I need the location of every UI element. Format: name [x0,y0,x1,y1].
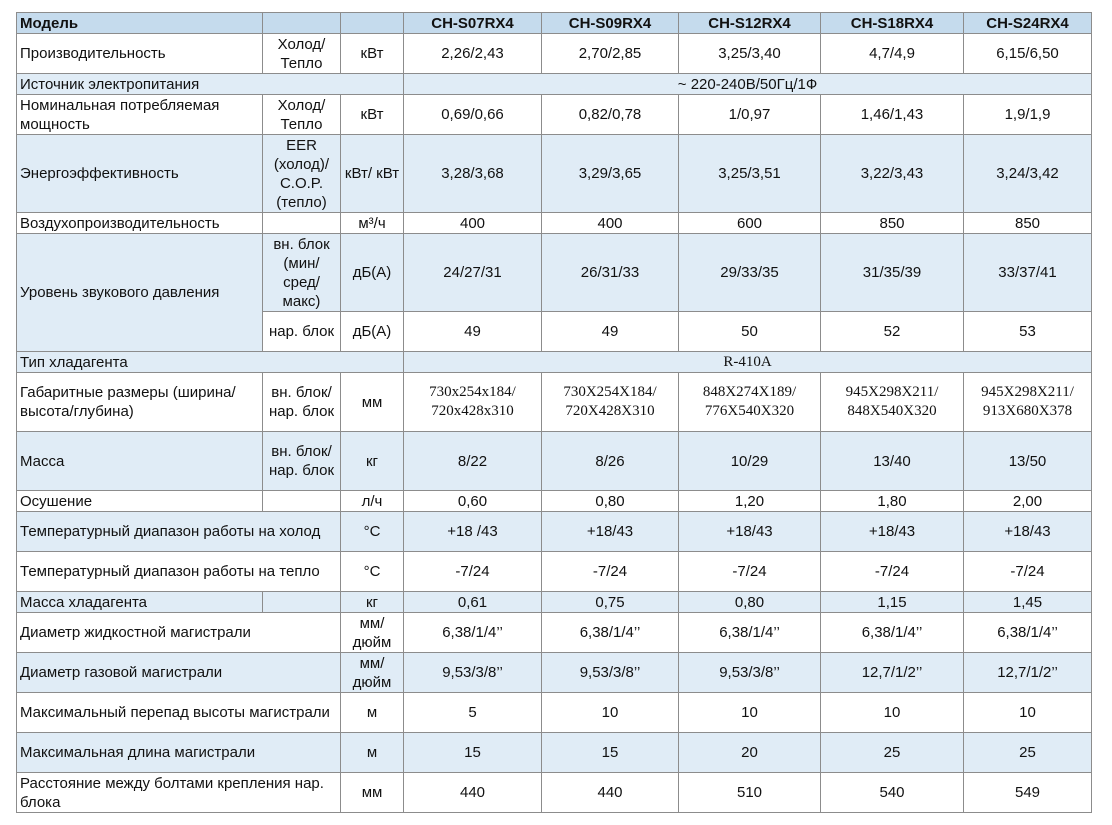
table-row [17,512,1092,552]
row-value: 31/35/39 [821,234,964,312]
row-unit: мм/ дюйм [341,613,404,653]
row-value: -7/24 [964,552,1092,592]
row-value: 2,00 [964,491,1092,512]
row-value: 1,45 [964,592,1092,613]
row-value: 9,53/3/8’’ [404,653,542,693]
row-value: 15 [404,733,542,773]
table-row [17,552,1092,592]
row-label: Осушение [17,491,263,512]
header-model-name: CH-S18RX4 [821,13,964,34]
row-value: 3,22/3,43 [821,135,964,213]
row-value: 6,38/1/4’’ [964,613,1092,653]
table-row [17,592,1092,613]
row-value: +18/43 [821,512,964,552]
header-model-name: CH-S07RX4 [404,13,542,34]
row-sublabel: вн. блок/ нар. блок [263,373,341,432]
header-empty-cell [341,13,404,34]
row-sublabel: вн. блок (мин/ сред/ макс) [263,234,341,312]
row-value: 0,75 [542,592,679,613]
row-value: +18/43 [679,512,821,552]
row-unit: м [341,733,404,773]
row-value: 0,80 [679,592,821,613]
row-label: Максимальная длина магистрали [17,733,341,773]
row-unit: м³/ч [341,213,404,234]
row-value: 400 [542,213,679,234]
row-unit: °С [341,512,404,552]
row-value: 33/37/41 [964,234,1092,312]
row-label: Расстояние между болтами крепления нар. блока [17,773,341,813]
row-value: 49 [542,312,679,352]
row-sublabel: вн. блок/ нар. блок [263,432,341,491]
row-value: 0,82/0,78 [542,95,679,135]
row-unit: дБ(А) [341,312,404,352]
row-value: 1,46/1,43 [821,95,964,135]
row-value: 0,80 [542,491,679,512]
row-label: Энергоэффективность [17,135,263,213]
row-label: Тип хладагента [17,352,404,373]
row-value: 730X254X184/ 720X428X310 [542,373,679,432]
row-value: 400 [404,213,542,234]
row-unit: м [341,693,404,733]
header-model-name: CH-S12RX4 [679,13,821,34]
row-value: 510 [679,773,821,813]
row-value: 1,9/1,9 [964,95,1092,135]
row-value: 0,61 [404,592,542,613]
row-label: Уровень звукового давления [17,234,263,352]
row-value: 730x254x184/ 720x428x310 [404,373,542,432]
row-sublabel: EER (холод)/ C.O.P. (тепло) [263,135,341,213]
row-value: +18/43 [542,512,679,552]
row-label: Габаритные размеры (ширина/ высота/глубина) [17,373,263,432]
row-sublabel [263,213,341,234]
row-label: Масса [17,432,263,491]
row-value: 440 [542,773,679,813]
row-unit: дБ(А) [341,234,404,312]
row-value: -7/24 [542,552,679,592]
row-value: 540 [821,773,964,813]
header-empty-cell [263,13,341,34]
row-value: 600 [679,213,821,234]
header-model-name: CH-S09RX4 [542,13,679,34]
row-label: Диаметр жидкостной магистрали [17,613,341,653]
row-unit: кг [341,592,404,613]
table-row [17,74,1092,95]
row-value: 10 [821,693,964,733]
row-label: Номинальная потребляемая мощность [17,95,263,135]
row-value: 13/40 [821,432,964,491]
row-sublabel: Холод/ Тепло [263,34,341,74]
row-value: 25 [964,733,1092,773]
row-value: 440 [404,773,542,813]
row-value: 1,15 [821,592,964,613]
row-value: -7/24 [679,552,821,592]
row-value: 3,24/3,42 [964,135,1092,213]
table-row [17,491,1092,512]
row-unit: °С [341,552,404,592]
row-value: 3,25/3,40 [679,34,821,74]
row-value: 1,20 [679,491,821,512]
table-row [17,373,1092,432]
row-label: Воздухопроизводительность [17,213,263,234]
row-value: 25 [821,733,964,773]
row-value: 945X298X211/ 848X540X320 [821,373,964,432]
row-label: Температурный диапазон работы на холод [17,512,341,552]
table-row [17,773,1092,813]
row-unit: кВт [341,95,404,135]
row-value: 50 [679,312,821,352]
table-row [17,733,1092,773]
table-header-row [17,13,1092,34]
row-value: 4,7/4,9 [821,34,964,74]
row-value: 6,38/1/4’’ [404,613,542,653]
row-value: 0,60 [404,491,542,512]
row-value: 0,69/0,66 [404,95,542,135]
row-value: 549 [964,773,1092,813]
row-unit: мм [341,373,404,432]
row-value: 3,29/3,65 [542,135,679,213]
row-sublabel: Холод/ Тепло [263,95,341,135]
row-unit: кВт [341,34,404,74]
table-row [17,693,1092,733]
row-value: 53 [964,312,1092,352]
row-value: 850 [964,213,1092,234]
row-sublabel [263,592,341,613]
spec-table [16,12,1092,813]
header-model-name: CH-S24RX4 [964,13,1092,34]
row-value: -7/24 [821,552,964,592]
row-value: 2,26/2,43 [404,34,542,74]
row-value: 10 [964,693,1092,733]
row-value: 1,80 [821,491,964,512]
row-sublabel [263,491,341,512]
row-value: 1/0,97 [679,95,821,135]
table-row [17,613,1092,653]
table-row [17,135,1092,213]
row-value: 3,25/3,51 [679,135,821,213]
row-value: 850 [821,213,964,234]
row-value: 6,15/6,50 [964,34,1092,74]
row-value: 5 [404,693,542,733]
row-merged-value: R-410A [404,352,1092,373]
row-label: Производительность [17,34,263,74]
row-label: Масса хладагента [17,592,263,613]
row-value: 52 [821,312,964,352]
table-row [17,234,1092,312]
row-value: 20 [679,733,821,773]
row-unit: кг [341,432,404,491]
row-value: +18/43 [964,512,1092,552]
row-value: 6,38/1/4’’ [821,613,964,653]
table-row [17,95,1092,135]
row-label: Диаметр газовой магистрали [17,653,341,693]
row-unit: л/ч [341,491,404,512]
row-value: 9,53/3/8’’ [679,653,821,693]
row-value: 8/22 [404,432,542,491]
row-label: Температурный диапазон работы на тепло [17,552,341,592]
row-value: 26/31/33 [542,234,679,312]
row-value: 10 [679,693,821,733]
row-value: 8/26 [542,432,679,491]
row-value: 49 [404,312,542,352]
table-row [17,34,1092,74]
row-value: 12,7/1/2’’ [964,653,1092,693]
row-value: +18 /43 [404,512,542,552]
row-value: 24/27/31 [404,234,542,312]
row-value: 10/29 [679,432,821,491]
row-merged-value: ~ 220-240В/50Гц/1Ф [404,74,1092,95]
row-value: 10 [542,693,679,733]
row-value: 3,28/3,68 [404,135,542,213]
row-label: Источник электропитания [17,74,404,95]
row-value: 12,7/1/2’’ [821,653,964,693]
row-value: 15 [542,733,679,773]
row-value: 29/33/35 [679,234,821,312]
header-model-label: Модель [17,13,263,34]
row-sublabel: нар. блок [263,312,341,352]
row-value: 848X274X189/ 776X540X320 [679,373,821,432]
row-value: 9,53/3/8’’ [542,653,679,693]
row-value: 945X298X211/ 913X680X378 [964,373,1092,432]
table-row [17,352,1092,373]
row-value: 13/50 [964,432,1092,491]
table-row [17,213,1092,234]
row-value: 2,70/2,85 [542,34,679,74]
row-value: -7/24 [404,552,542,592]
row-unit: мм [341,773,404,813]
row-unit: кВт/ кВт [341,135,404,213]
row-value: 6,38/1/4’’ [542,613,679,653]
table-row [17,653,1092,693]
table-row [17,432,1092,491]
row-label: Максимальный перепад высоты магистрали [17,693,341,733]
row-value: 6,38/1/4’’ [679,613,821,653]
row-unit: мм/ дюйм [341,653,404,693]
